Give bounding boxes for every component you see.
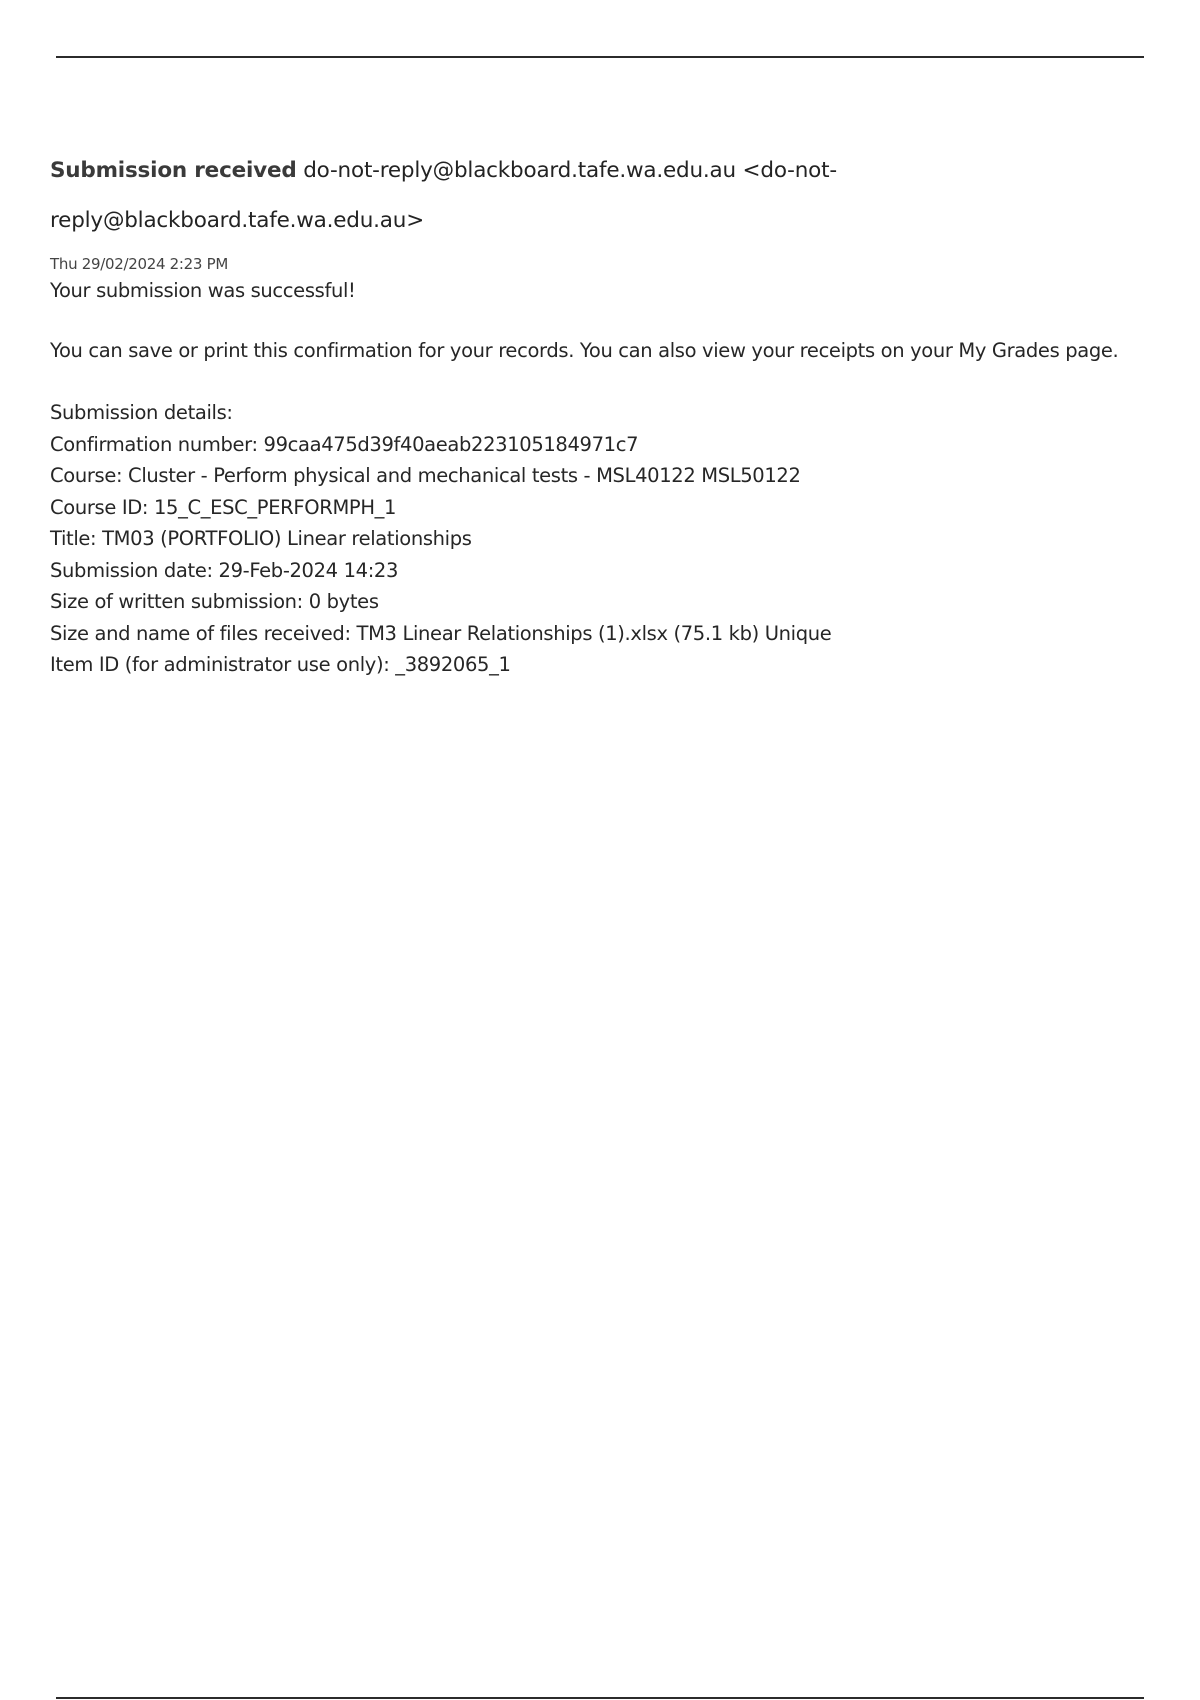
bottom-divider	[56, 1697, 1144, 1699]
email-header	[50, 146, 1170, 196]
details-heading: Submission details:	[50, 401, 233, 424]
detail-line-files-received: Size and name of files received: TM3 Linear Relationships (1).xlsx (75.1 kb) Unique	[50, 621, 832, 645]
detail-line-confirmation-number: Confirmation number: 99caa475d39f40aeab223105184971c7	[50, 432, 639, 456]
email-sender: do-not-reply@blackboard.tafe.wa.edu.au <do-not-	[303, 158, 837, 183]
detail-line-course-id: Course ID: 15_C_ESC_PERFORMPH_1	[50, 495, 397, 519]
detail-line-submission-date: Submission date: 29-Feb-2024 14:23	[50, 558, 399, 582]
top-divider	[56, 56, 1144, 58]
email-subject: Submission received	[50, 158, 297, 183]
email-message	[50, 146, 1170, 681]
detail-line-item-id: Item ID (for administrator use only): _3892065_1	[50, 653, 511, 676]
success-message: Your submission was successful!	[50, 279, 356, 302]
detail-line-written-size: Size of written submission: 0 bytes	[50, 590, 379, 613]
email-date: Thu 29/02/2024 2:23 PM	[50, 255, 229, 273]
info-message: You can save or print this confirmation for your records. You can also view your receipts on your My Grades page.	[50, 339, 1119, 362]
email-sender-continued: reply@blackboard.tafe.wa.edu.au>	[50, 208, 425, 233]
detail-line-course: Course: Cluster - Perform physical and mechanical tests - MSL40122 MSL50122	[50, 464, 801, 487]
submission-details	[50, 397, 1170, 681]
detail-line-title: Title: TM03 (PORTFOLIO) Linear relationships	[50, 527, 472, 550]
